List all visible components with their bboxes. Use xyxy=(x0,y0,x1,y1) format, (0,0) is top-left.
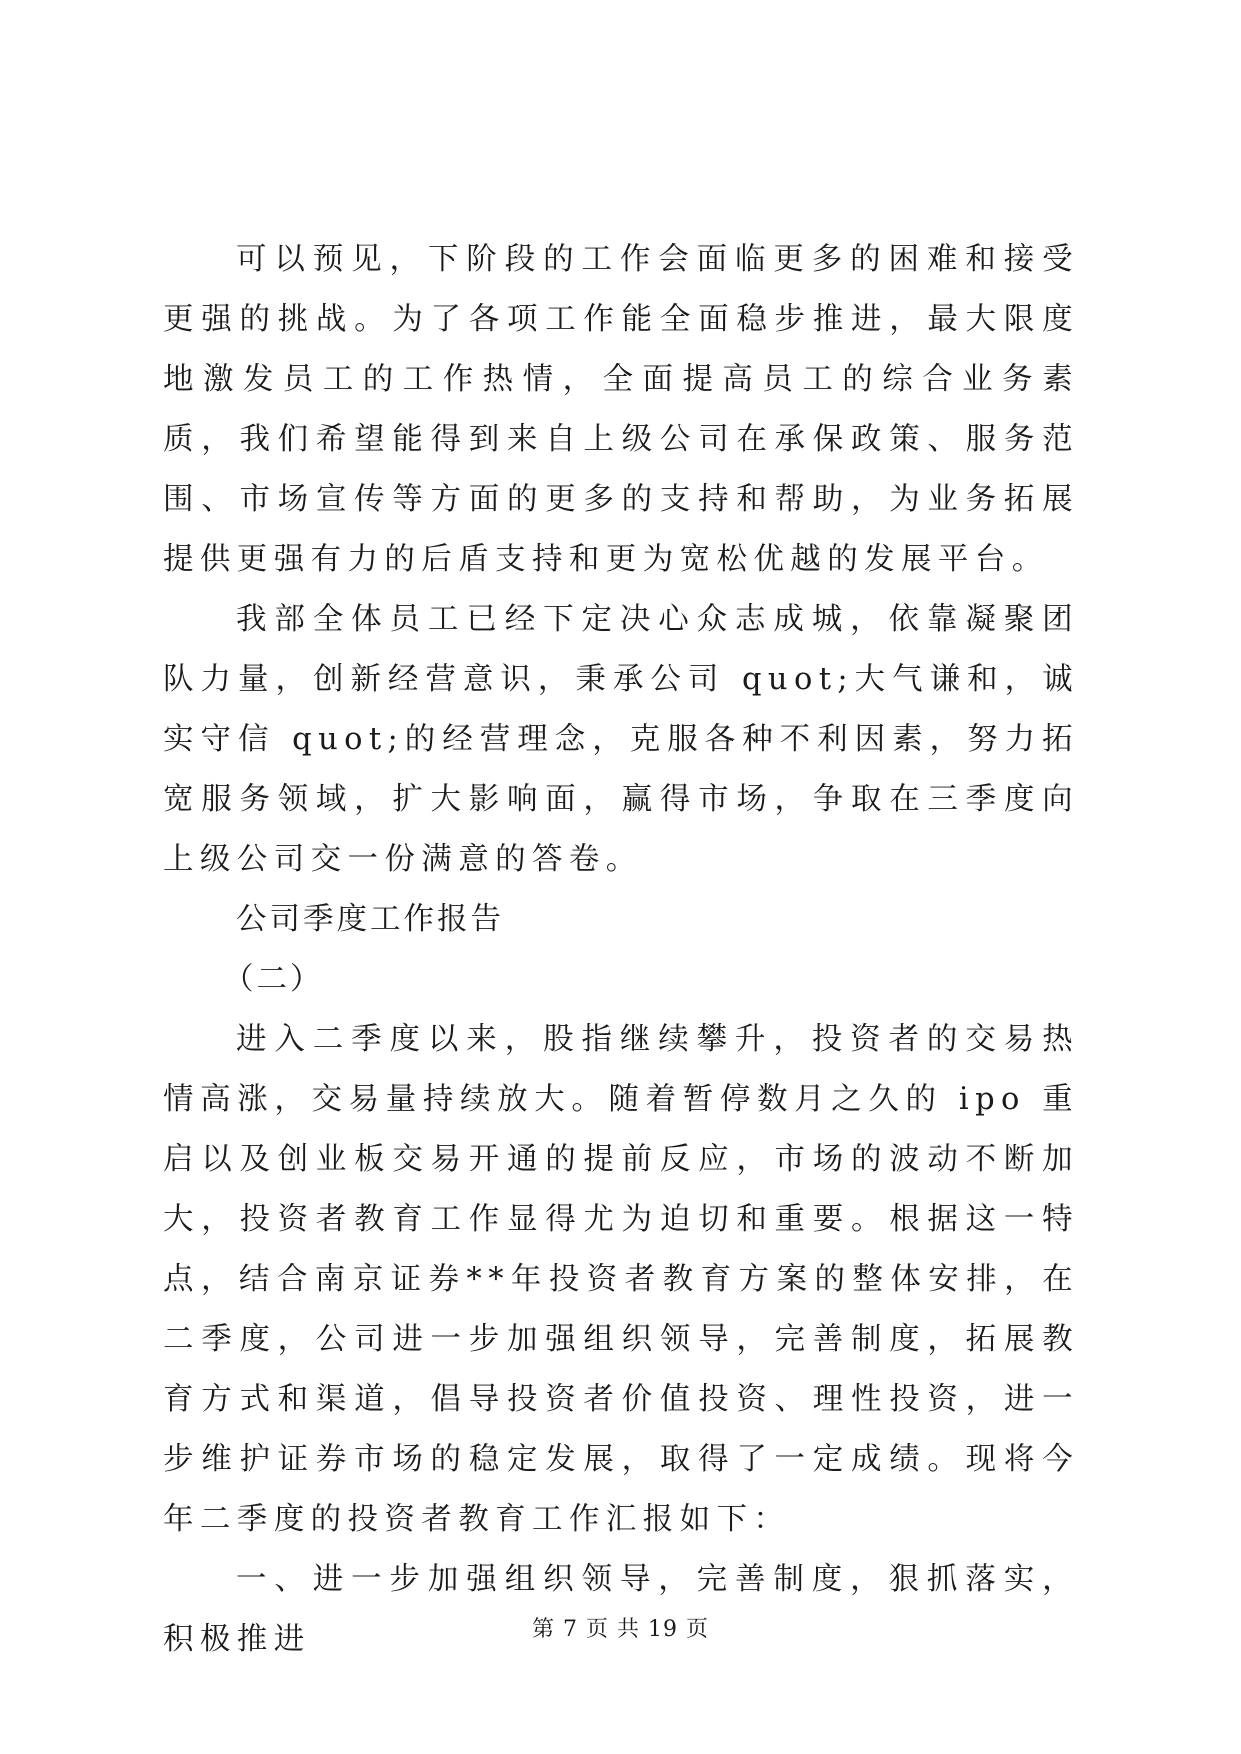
paragraph-commitment: 我部全体员工已经下定决心众志成城，依靠凝聚团队力量，创新经营意识，秉承公司 quot;大气谦和，诚实守信 quot;的经营理念，克服各种不利因素，努力拓宽服务领域，扩大影响面，赢得市场，争取在三季度向上级公司交一份满意的答卷。 xyxy=(163,602,1079,877)
document-body xyxy=(163,230,1079,1670)
paragraph-q2-intro: 进入二季度以来，股指继续攀升，投资者的交易热情高涨，交易量持续放大。随着暂停数月之久的 ipo 重启以及创业板交易开通的提前反应，市场的波动不断加大，投资者教育工作显得尤为迫切和重要。根据这一特点，结合南京证券**年投资者教育方案的整体安排，在二季度，公司进一步加强组织领导，完善制度，拓展教育方式和渠道，倡导投资者价值投资、理性投资，进一步维护证券市场的稳定发展，取得了一定成绩。现将今年二季度的投资者教育工作汇报如下： xyxy=(163,1022,1079,1537)
section-title: 公司季度工作报告 xyxy=(236,902,504,937)
paragraph-item-one: 一、进一步加强组织领导，完善制度，狠抓落实，积极推进 xyxy=(163,1562,1079,1657)
section-number: （二） xyxy=(223,962,324,997)
paragraph-outlook: 可以预见，下阶段的工作会面临更多的困难和接受更强的挑战。为了各项工作能全面稳步推进，最大限度地激发员工的工作热情，全面提高员工的综合业务素质，我们希望能得到来自上级公司在承保政策、服务范围、市场宣传等方面的更多的支持和帮助，为业务拓展提供更强有力的后盾支持和更为宽松优越的发展平台。 xyxy=(163,242,1079,577)
page-number-footer: 第 7 页 共 19 页 xyxy=(532,1617,709,1642)
